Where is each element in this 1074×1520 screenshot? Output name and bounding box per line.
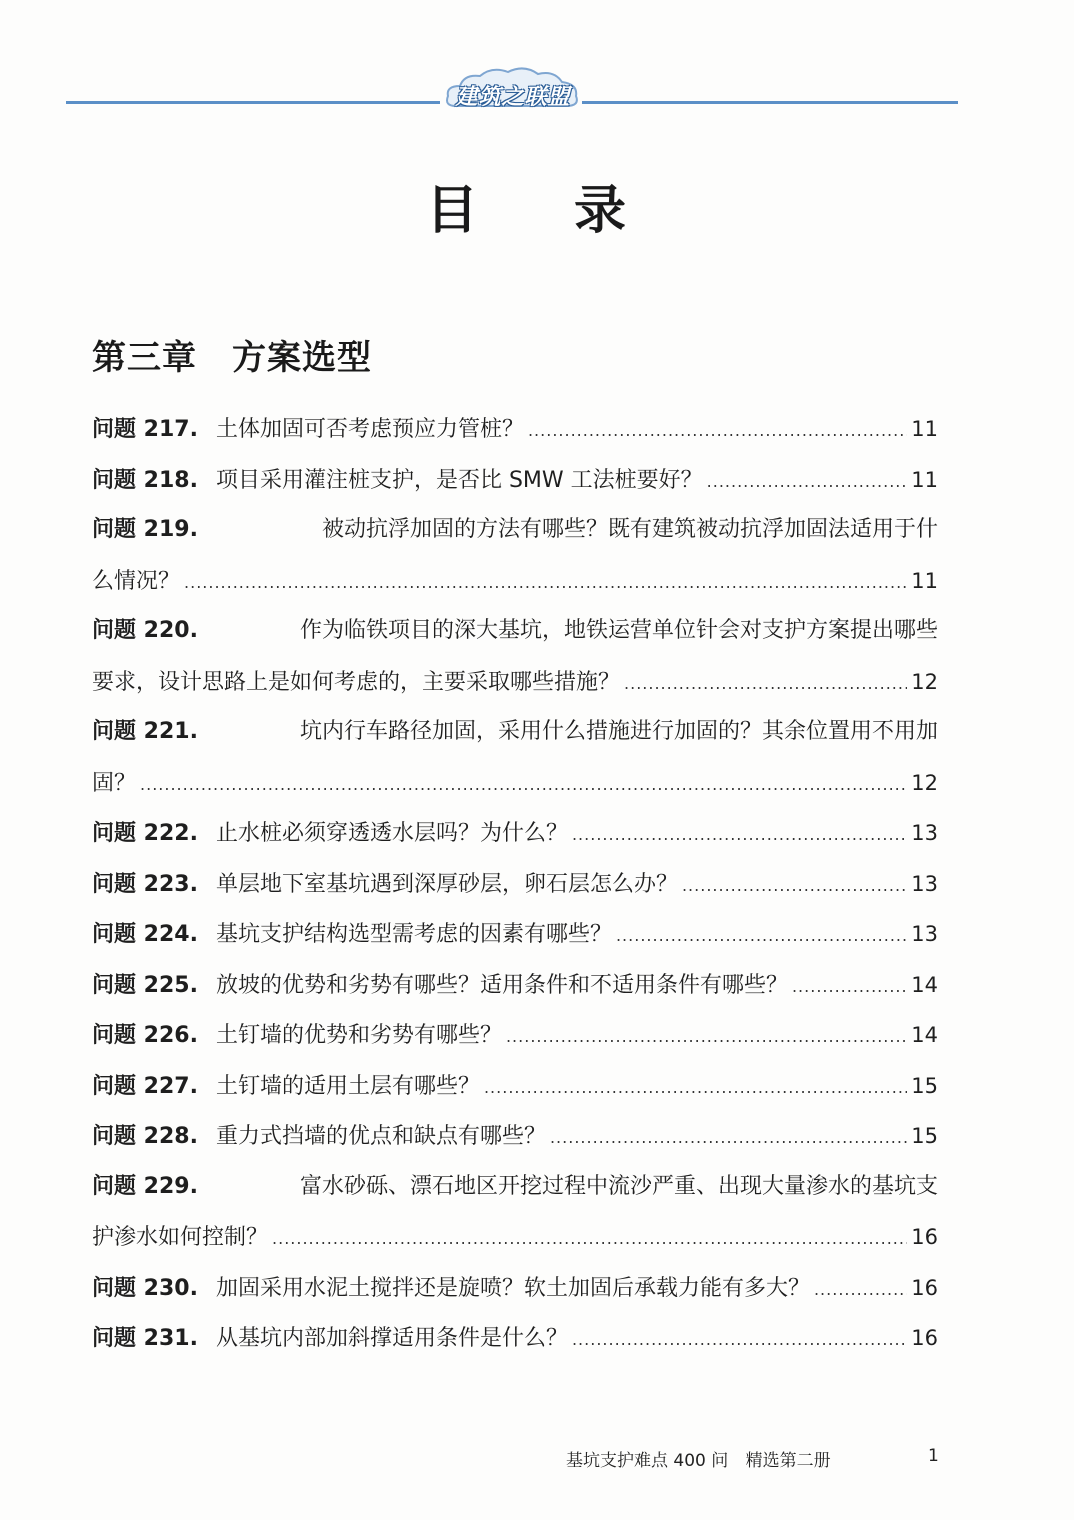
toc-entry[interactable] bbox=[92, 1313, 938, 1364]
toc-entry-number: 问题 227. bbox=[92, 1073, 198, 1099]
toc-entry-page: 14 bbox=[911, 1023, 938, 1047]
toc-entry-title-continued: 么情况？ bbox=[92, 568, 181, 594]
toc-entry-page: 15 bbox=[911, 1073, 938, 1098]
toc-leader-dots bbox=[484, 1063, 907, 1114]
toc-leader-dots bbox=[272, 1214, 907, 1265]
toc-entry[interactable] bbox=[92, 404, 938, 455]
chapter-heading: 第三章 方案选型 bbox=[92, 338, 372, 378]
toc-leader-dots bbox=[707, 457, 908, 508]
toc-entry-title-continued: 固？ bbox=[92, 770, 137, 796]
footer-book-title: 基坑支护难点 400 问 bbox=[566, 1451, 729, 1471]
toc-entry-continuation[interactable] bbox=[92, 657, 938, 708]
toc-entry-title: 土钉墙的适用土层有哪些？ bbox=[215, 1073, 480, 1099]
header-rule-left bbox=[66, 101, 440, 104]
toc-entry[interactable] bbox=[92, 909, 938, 960]
toc-leader-dots bbox=[682, 861, 907, 912]
toc-entry-number: 问题 217. bbox=[92, 417, 198, 442]
toc-entry-title: 重力式挡墙的优点和缺点有哪些？ bbox=[215, 1124, 546, 1149]
toc-leader-dots bbox=[140, 760, 907, 811]
toc-leader-dots bbox=[506, 1012, 907, 1063]
toc-entry-title: 从基坑内部加斜撑适用条件是什么？ bbox=[215, 1326, 568, 1351]
header-rule-right bbox=[582, 101, 958, 104]
toc-entry-title: 基坑支护结构选型需考虑的因素有哪些？ bbox=[215, 922, 612, 947]
logo-text: 建筑之联盟 bbox=[455, 85, 571, 110]
toc-entry-title: 止水桩必须穿透透水层吗？为什么？ bbox=[215, 821, 568, 846]
toc-entry-title: 作为临铁项目的深大基坑，地铁运营单位针会对支护方案提出哪些 bbox=[299, 618, 938, 643]
toc-entry-title: 土体加固可否考虑预应力管桩？ bbox=[215, 417, 524, 442]
toc-entry[interactable] bbox=[92, 606, 938, 657]
toc-entry-number: 问题 220. bbox=[92, 618, 198, 643]
toc-entry-title-continued: 要求，设计思路上是如何考虑的，主要采取哪些措施？ bbox=[92, 669, 621, 695]
toc-entry-title: 放坡的优势和劣势有哪些？适用条件和不适用条件有哪些？ bbox=[215, 972, 788, 998]
toc-entry-page: 16 bbox=[911, 1275, 938, 1300]
toc-entry-title: 富水砂砾、漂石地区开挖过程中流沙严重、出现大量渗水的基坑支 bbox=[299, 1173, 938, 1199]
toc-entry-page: 11 bbox=[911, 467, 938, 492]
toc-entry-page: 13 bbox=[911, 871, 938, 896]
toc-entry-continuation[interactable] bbox=[92, 556, 938, 607]
brand-logo bbox=[442, 62, 582, 112]
toc-entry-title: 坑内行车路径加固，采用什么措施进行加固的？其余位置用不用加 bbox=[299, 719, 938, 744]
toc-entry-page: 12 bbox=[911, 770, 938, 795]
toc-leader-dots bbox=[792, 962, 907, 1013]
toc-leader-dots bbox=[572, 1315, 907, 1366]
toc-leader-dots bbox=[184, 558, 907, 609]
toc-entry[interactable] bbox=[92, 960, 938, 1011]
toc-entry-page: 16 bbox=[911, 1225, 938, 1249]
toc-entry-number: 问题 219. bbox=[92, 517, 198, 542]
toc-entry-continuation[interactable] bbox=[92, 758, 938, 809]
toc-entry-number: 问题 221. bbox=[92, 719, 198, 744]
toc-leader-dots bbox=[550, 1113, 907, 1164]
toc-leader-dots bbox=[528, 406, 907, 457]
toc-entry-page: 11 bbox=[911, 568, 938, 593]
toc-entry-page: 13 bbox=[911, 821, 938, 845]
toc-entry[interactable] bbox=[92, 808, 938, 859]
toc-leader-dots bbox=[616, 911, 907, 962]
toc-entry-title: 项目采用灌注桩支护，是否比 SMW 工法桩要好？ bbox=[215, 467, 703, 493]
toc-entry-page: 13 bbox=[911, 922, 938, 946]
toc-entry-title: 土钉墙的优势和劣势有哪些？ bbox=[215, 1023, 502, 1048]
toc-entry-number: 问题 224. bbox=[92, 922, 198, 947]
toc-entry-title: 被动抗浮加固的方法有哪些？既有建筑被动抗浮加固法适用于什 bbox=[321, 517, 938, 542]
toc-entry-page: 12 bbox=[911, 669, 938, 694]
footer bbox=[566, 1446, 843, 1471]
toc-entry[interactable] bbox=[92, 455, 938, 506]
toc-entry[interactable] bbox=[92, 1263, 938, 1314]
toc-entry-number: 问题 229. bbox=[92, 1173, 198, 1199]
page-number: 1 bbox=[928, 1446, 939, 1466]
table-of-contents bbox=[92, 404, 938, 1364]
toc-entry-page: 11 bbox=[911, 417, 938, 441]
toc-entry-number: 问题 230. bbox=[92, 1275, 198, 1301]
toc-entry-title: 加固采用水泥土搅拌还是旋喷？软土加固后承载力能有多大？ bbox=[215, 1275, 810, 1301]
toc-entry-number: 问题 231. bbox=[92, 1326, 198, 1351]
toc-entry-page: 14 bbox=[911, 972, 938, 997]
toc-entry[interactable] bbox=[92, 1111, 938, 1162]
toc-entry[interactable] bbox=[92, 1010, 938, 1061]
toc-entry-page: 16 bbox=[911, 1326, 938, 1350]
toc-entry[interactable] bbox=[92, 707, 938, 758]
toc-entry-title: 单层地下室基坑遇到深厚砂层，卵石层怎么办？ bbox=[215, 871, 678, 897]
toc-entry-number: 问题 218. bbox=[92, 467, 198, 493]
toc-entry[interactable] bbox=[92, 1162, 938, 1213]
toc-leader-dots bbox=[814, 1265, 907, 1316]
toc-entry-title-continued: 护渗水如何控制？ bbox=[92, 1225, 269, 1250]
toc-entry-continuation[interactable] bbox=[92, 1212, 938, 1263]
toc-leader-dots bbox=[624, 659, 907, 710]
toc-entry-number: 问题 223. bbox=[92, 871, 198, 897]
toc-entry-number: 问题 222. bbox=[92, 821, 198, 846]
footer-volume: 精选第二册 bbox=[745, 1451, 831, 1471]
toc-entry-number: 问题 228. bbox=[92, 1124, 198, 1149]
page-title: 目 录 bbox=[425, 181, 648, 241]
toc-leader-dots bbox=[572, 810, 907, 861]
toc-entry[interactable] bbox=[92, 1061, 938, 1112]
toc-entry[interactable] bbox=[92, 505, 938, 556]
toc-entry-number: 问题 226. bbox=[92, 1023, 198, 1048]
toc-entry-number: 问题 225. bbox=[92, 972, 198, 998]
toc-entry-page: 15 bbox=[911, 1124, 938, 1148]
toc-entry[interactable] bbox=[92, 859, 938, 910]
